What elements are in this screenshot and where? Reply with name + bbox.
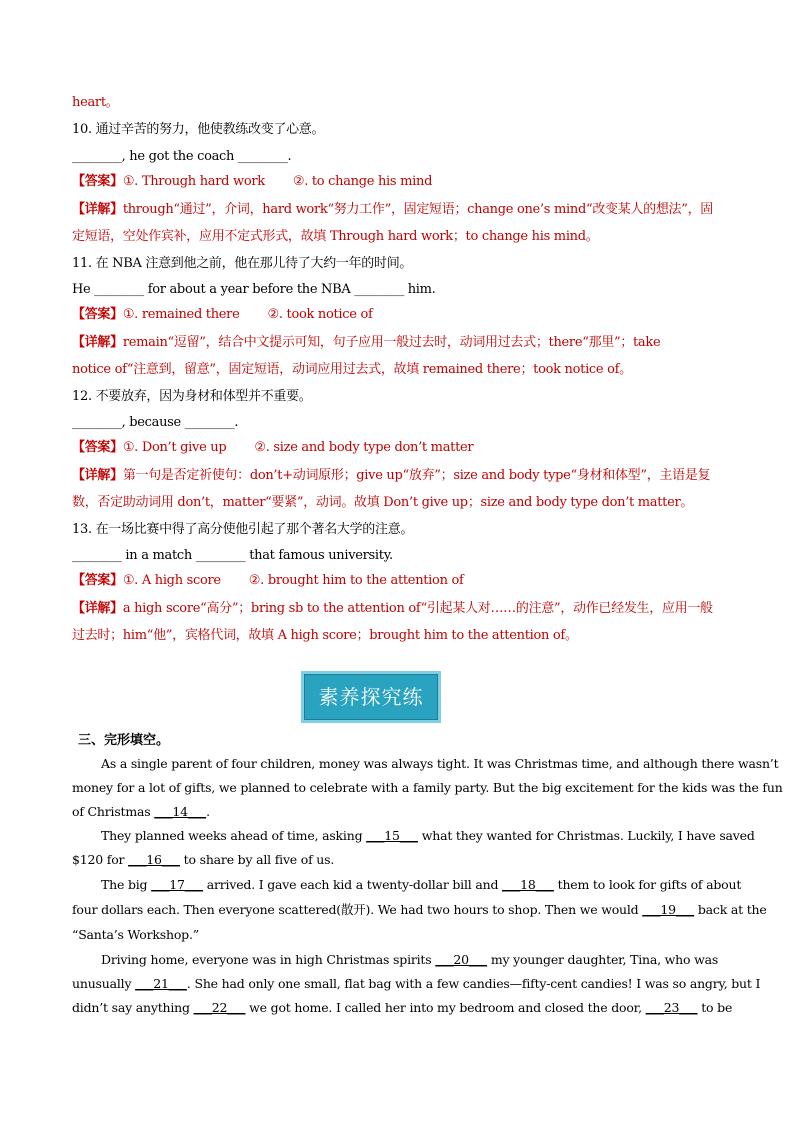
question-11: 11. 在 NBA 注意到他之前，他在那儿待了大约一年的时间。: [72, 256, 413, 271]
detail-12-line2: 数，否定助动词用 don’t，matter“要紧”，动词。故填 Don’t give up；size and body type don’t matter。: [72, 495, 694, 510]
blank-15: ___15___: [366, 828, 418, 843]
passage-line: didn’t say anything ___22___ we got home. I called her into my bedroom and closed the door, ___23___ to be: [72, 1000, 733, 1015]
blank-19: ___19___: [642, 902, 695, 917]
answer-12: 【答案】①. Don’t give up ②. size and body type don’t matter: [72, 440, 474, 455]
blank-17: ___17___: [151, 877, 203, 892]
blank-14: ___14___: [154, 804, 207, 819]
blank-16: ___16___: [128, 852, 180, 867]
passage-line: four dollars each. Then everyone scattered(散开). We had two hours to shop. Then we would ___19___ back at the: [72, 902, 767, 917]
question-10: 10. 通过辛苦的努力，他使教练改变了心意。: [72, 122, 325, 137]
detail-10-line2: 定短语，空处作宾补，应用不定式形式，故填 Through hard work；to change his mind。: [72, 229, 599, 244]
answer-10: 【答案】①. Through hard work ②. to change his mind: [72, 174, 433, 189]
blank-18: ___18___: [502, 877, 554, 892]
detail-13-line1: 【详解】a high score“高分”；bring sb to the attention of“引起某人对……的注意”，动作已经发生，应用一般: [72, 601, 713, 616]
blank-23: ___23___: [645, 1000, 698, 1015]
blank-20: ___20___: [435, 952, 488, 967]
blank-21: ___21___: [135, 976, 187, 991]
question-11-fill: He ________ for about a year before the NBA ________ him.: [72, 282, 436, 297]
continued-line: heart。: [72, 95, 119, 110]
passage-line: The big ___17___ arrived. I gave each kid a twenty-dollar bill and ___18___ them to look for gifts of about: [101, 877, 742, 892]
answer-label: 【答案】: [72, 174, 123, 189]
question-12: 12. 不要放弃，因为身材和体型并不重要。: [72, 389, 312, 404]
passage-line: unusually ___21___. She had only one small, flat bag with a few candies—fifty-cent candies! I was so angry, but I: [72, 976, 761, 991]
detail-13-line2: 过去时；him“他”，宾格代词，故填 A high score；brought him to the attention of。: [72, 628, 578, 643]
passage-line: money for a lot of gifts, we planned to celebrate with a family party. But the big excitement for the kids was the fun: [72, 780, 783, 795]
passage-line: $120 for ___16___ to share by all five of us.: [72, 852, 335, 867]
detail-11-line2: notice of“注意到，留意”，固定短语，动词应用过去式，故填 remained there；took notice of。: [72, 362, 632, 377]
question-10-fill: ________, he got the coach ________.: [72, 149, 292, 164]
answer-13: 【答案】①. A high score ②. brought him to the attention of: [72, 573, 464, 588]
question-13-fill: ________ in a match ________ that famous university.: [72, 548, 393, 563]
passage-line: of Christmas ___14___.: [72, 804, 210, 819]
passage-line: Driving home, everyone was in high Christmas spirits ___20___ my younger daughter, Tina, who was: [101, 952, 719, 967]
section-heading: 三、完形填空。: [78, 733, 170, 748]
question-12-fill: ________, because ________.: [72, 415, 239, 430]
detail-12-line1: 【详解】第一句是否定祈使句：don’t+动词原形；give up“放弃”；size and body type“身材和体型”，主语是复: [72, 468, 711, 483]
detail-11-line1: 【详解】remain“逗留”，结合中文提示可知，句子应用一般过去时，动词用过去式；there“那里”；take: [72, 335, 661, 350]
passage-line: As a single parent of four children, money was always tight. It was Christmas time, and although there wasn’t: [101, 756, 779, 771]
answer-11: 【答案】①. remained there ②. took notice of: [72, 307, 373, 322]
detail-10-line1: 【详解】through“通过”，介词，hard work“努力工作”，固定短语；change one’s mind“改变某人的想法”，固: [72, 202, 713, 217]
passage-line: “Santa’s Workshop.”: [72, 927, 199, 942]
detail-label: 【详解】: [72, 202, 123, 217]
section-banner: 素养探究练: [301, 671, 441, 723]
passage-line: They planned weeks ahead of time, asking ___15___ what they wanted for Christmas. Luckily, I have saved: [101, 828, 755, 843]
blank-22: ___22___: [193, 1000, 246, 1015]
question-13: 13. 在一场比赛中得了高分使他引起了那个著名大学的注意。: [72, 522, 414, 537]
